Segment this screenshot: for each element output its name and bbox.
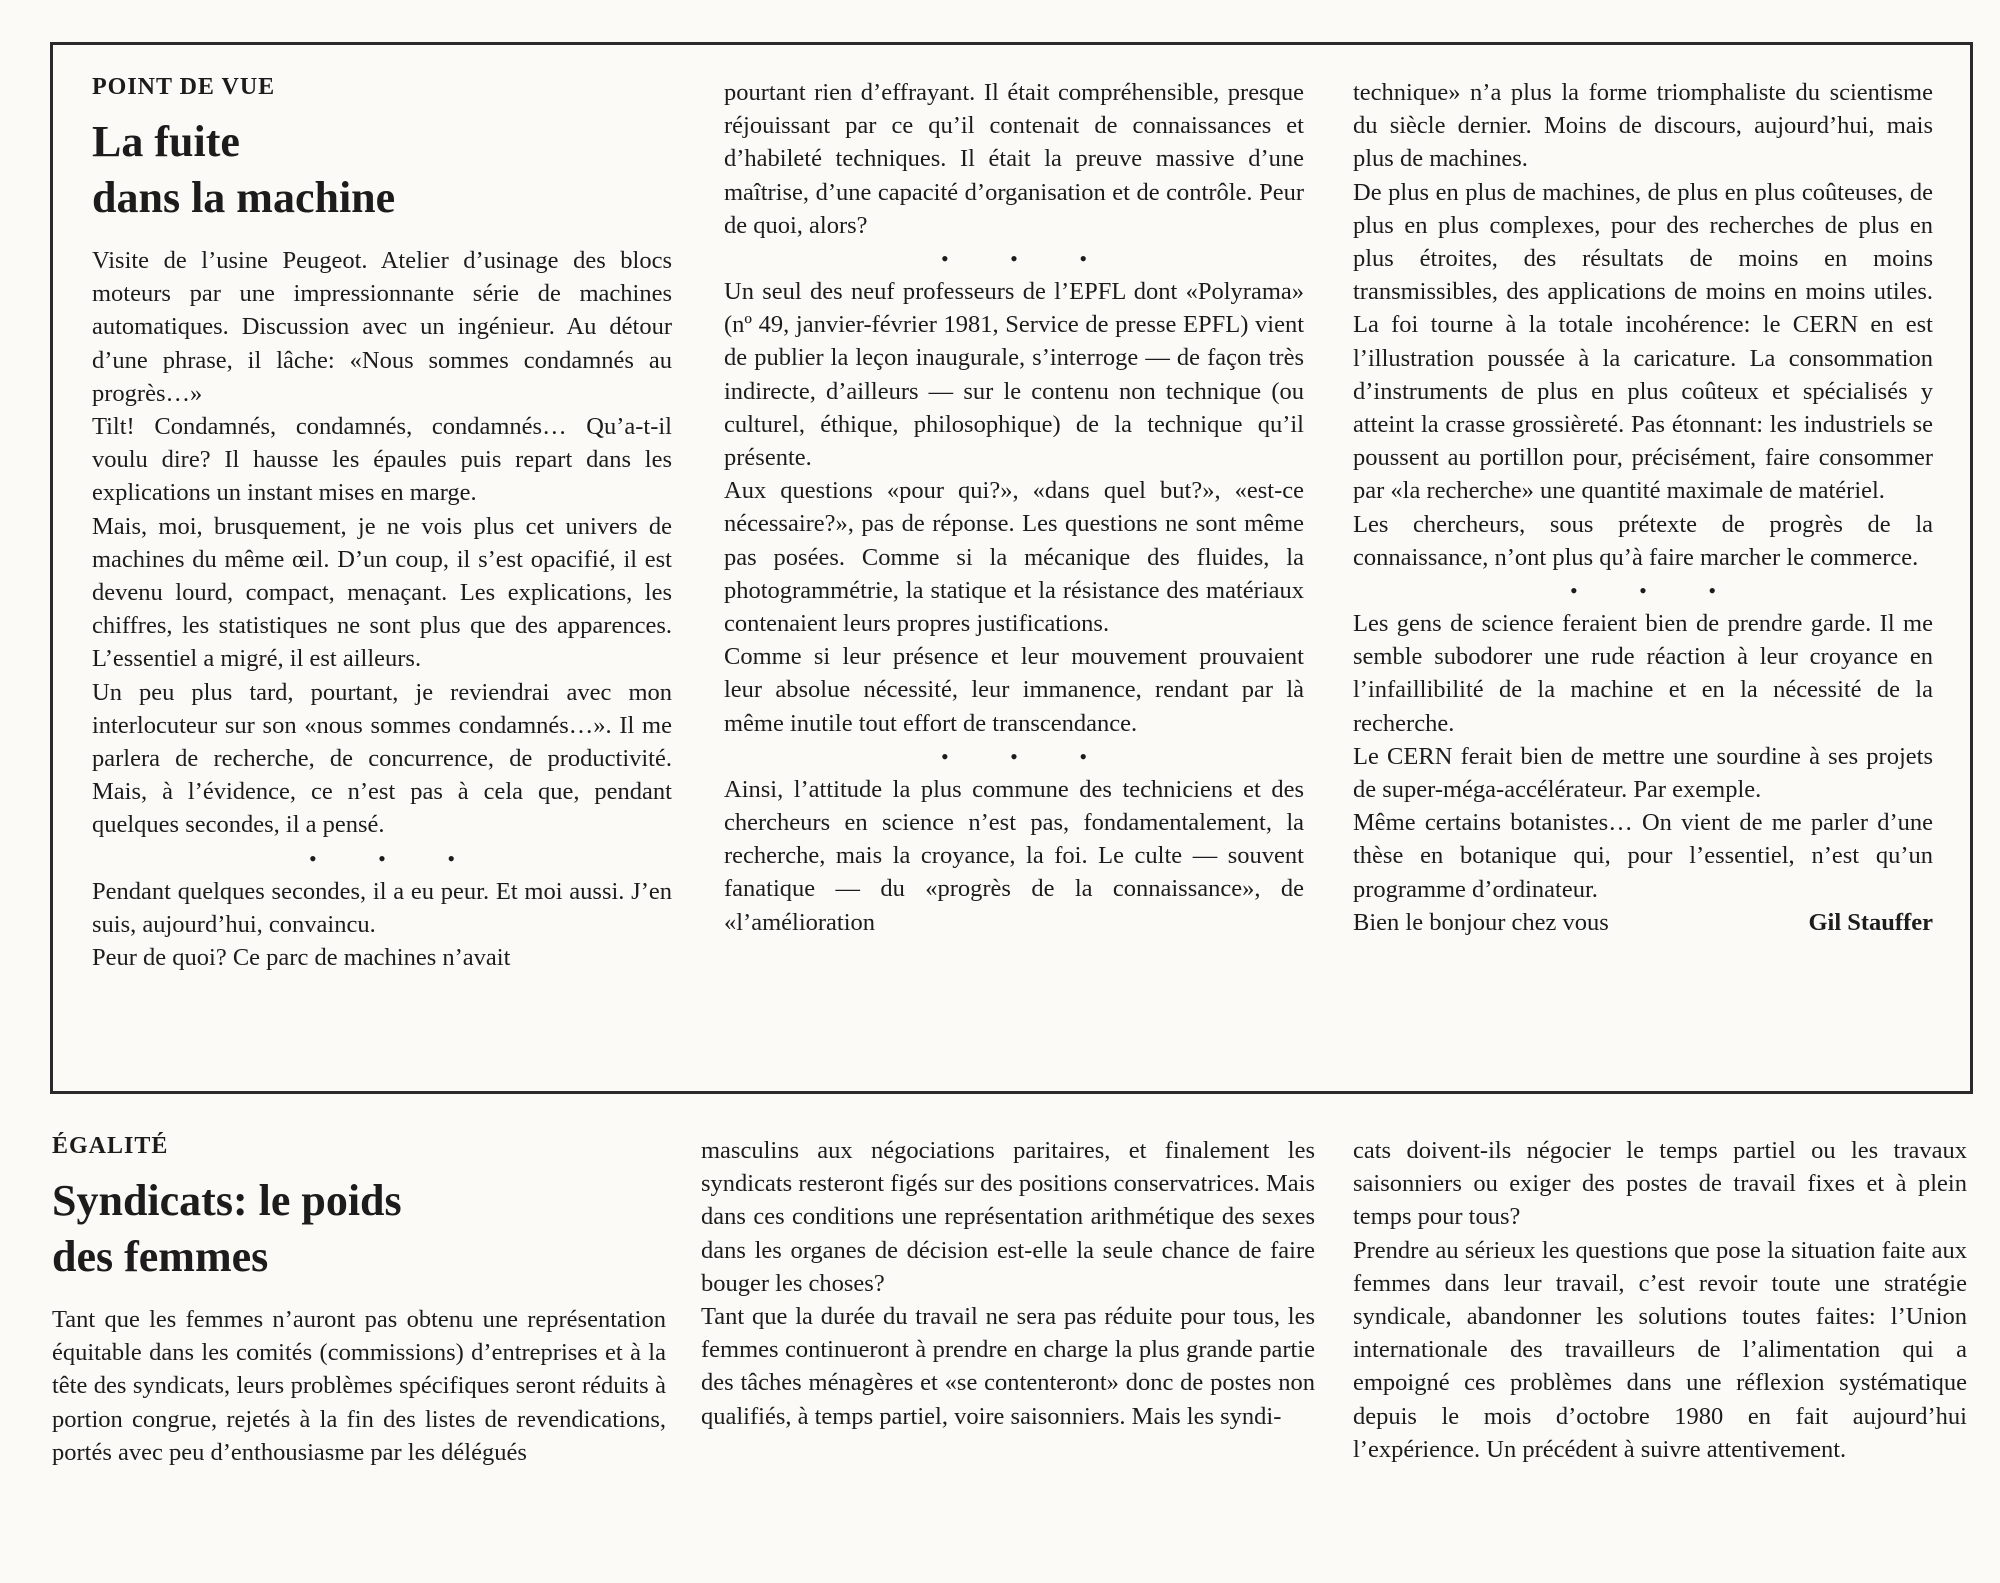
- closing-text: Bien le bonjour chez vous: [1353, 908, 1609, 936]
- paragraph: Les gens de science feraient bien de prendre garde. Il me semble subodorer une rude réaction à leur croyance en l’infaillibilité de la machine et en la nécessité de la recherche.: [1353, 610, 1933, 737]
- article1-headline-line1: La fuite: [92, 117, 240, 166]
- article2-kicker: ÉGALITÉ: [52, 1133, 169, 1159]
- article2-column-1: [52, 1131, 666, 1469]
- paragraph: Tilt! Condamnés, condamnés, condamnés… Qu’a-t-il voulu dire? Il hausse les épaules puis repart dans les explications un instant mises en marge.: [92, 413, 672, 507]
- paragraph: Un peu plus tard, pourtant, je reviendrai avec mon interlocuteur sur son «nous sommes condamnés…». Il me parlera de recherche, de concurrence, de productivité. Mais, à l’évidence, ce n’est pas à cela que, pendant quelques secondes, il a pensé.: [92, 678, 672, 839]
- article2-headline: [52, 1173, 666, 1285]
- article1-column-2: [724, 76, 1304, 939]
- section-separator: • • •: [940, 743, 1116, 769]
- paragraph: Les chercheurs, sous prétexte de progrès de la connaissance, n’ont plus qu’à faire marcher le commerce.: [1353, 510, 1933, 571]
- paragraph: Mais, moi, brusquement, je ne vois plus cet univers de machines du même œil. D’un coup, il s’est opacifié, il est devenu lourd, compact, menaçant. Les explications, les chiffres, les statistiques ne sont plus que des apparences. L’essentiel a migré, il est ailleurs.: [92, 512, 672, 673]
- article1-headline: [92, 114, 672, 226]
- article2-headline-line2: des femmes: [52, 1232, 269, 1281]
- paragraph: Le CERN ferait bien de mettre une sourdine à ses projets de super-méga-accélérateur. Par exemple.: [1353, 742, 1933, 804]
- paragraph: Peur de quoi? Ce parc de machines n’avait: [92, 944, 511, 972]
- article2-headline-line1: Syndicats: le poids: [52, 1176, 402, 1225]
- article1-headline-line2: dans la machine: [92, 173, 396, 222]
- paragraph: Visite de l’usine Peugeot. Atelier d’usinage des blocs moteurs par une impressionnante série de machines automatiques. Discussion avec un ingénieur. Au détour d’une phrase, il lâche: «Nous sommes condamnés au progrès…»: [92, 247, 672, 407]
- article2-column-3: [1353, 1134, 1967, 1466]
- article1-column-3: [1353, 76, 1933, 939]
- section-separator: • • •: [940, 246, 1116, 272]
- article2-column-2: [701, 1134, 1315, 1433]
- paragraph: De plus en plus de machines, de plus en plus coûteuses, de plus en plus complexes, pour des recherches de plus en plus étroites, des résultats de moins en moins transmissibles, des applications de moins en moins utiles. La foi tourne à la totale incohérence: le CERN en est l’illustration poussée à la caricature. La consommation d’instruments de plus en plus coûteux et spécialisés y atteint la crasse grossièreté. Pas étonnant: les industriels se poussent au portillon pour, précisément, faire consommer par «la recherche» une quantité maximale de matériel.: [1353, 178, 1933, 505]
- paragraph: Comme si leur présence et leur mouvement prouvaient leur absolue nécessité, leur immanence, rendant par là même inutile tout effort de transcendance.: [724, 643, 1304, 737]
- paragraph: Tant que les femmes n’auront pas obtenu une représentation équitable dans les comités (commissions) d’entreprises et à la tête des syndicats, leurs problèmes spécifiques seront réduits à portion congrue, rejetés à la fin des listes de revendications, portés avec peu d’enthousiasme par les délégués: [52, 1306, 666, 1466]
- paragraph: Aux questions «pour qui?», «dans quel but?», «est-ce nécessaire?», pas de réponse. Les questions ne sont même pas posées. Comme si la mécanique des fluides, la photogrammétrie, la statique et la résistance des matériaux contenaient leurs propres justifications.: [724, 477, 1304, 638]
- article1-kicker: POINT DE VUE: [92, 74, 276, 100]
- paragraph: masculins aux négociations paritaires, et finalement les syndicats resteront figés sur des positions conservatrices. Mais dans ces conditions une représentation arithmétique des sexes dans les organes de décision est-elle la seule chance de faire bouger les choses?: [701, 1137, 1315, 1297]
- paragraph: Un seul des neuf professeurs de l’EPFL dont «Polyrama» (nº 49, janvier-février 1981, Service de presse EPFL) vient de publier la leçon inaugurale, s’interroge — de façon très indirecte, d’ailleurs — sur le contenu non technique (ou culturel, éthique, philosophique) de la technique qu’il présente.: [724, 278, 1304, 472]
- paragraph: Prendre au sérieux les questions que pose la situation faite aux femmes dans leur travail, c’est revoir toute une stratégie syndicale, abandonner les solutions toutes faites: l’Union internationale des travailleurs de l’alimentation qui a empoigné ces problèmes dans une réflexion systématique depuis le mois d’octobre 1980 en fait aujourd’hui l’expérience. Un précédent à suivre attentivement.: [1353, 1236, 1967, 1463]
- paragraph: Même certains botanistes… On vient de me parler d’une thèse en botanique qui, pour l’essentiel, n’est qu’un programme d’ordinateur.: [1353, 809, 1933, 903]
- author-signature: Gil Stauffer: [1808, 908, 1933, 936]
- closing-line: [1353, 906, 1933, 939]
- paragraph: technique» n’a plus la forme triomphaliste du scientisme du siècle dernier. Moins de discours, aujourd’hui, mais plus de machines.: [1353, 79, 1933, 173]
- paragraph: Pendant quelques secondes, il a eu peur. Et moi aussi. J’en suis, aujourd’hui, convaincu.: [92, 877, 672, 938]
- paragraph: pourtant rien d’effrayant. Il était compréhensible, presque réjouissant par ce qu’il contenait de connaissances et d’habileté techniques. Il était la preuve massive d’une maîtrise, d’une capacité d’organisation et de contrôle. Peur de quoi, alors?: [724, 79, 1304, 239]
- paragraph: Ainsi, l’attitude la plus commune des techniciens et des chercheurs en science n’est pas, fondamentalement, la recherche, mais la croyance, la foi. Le culte — souvent fanatique — du «progrès de la connaissance», de «l’amélioration: [724, 775, 1304, 936]
- section-separator: • • •: [308, 845, 484, 871]
- paragraph: cats doivent-ils négocier le temps partiel ou les travaux saisonniers ou exiger des postes de travail fixes et à plein temps pour tous?: [1353, 1137, 1967, 1231]
- paragraph: Tant que la durée du travail ne sera pas réduite pour tous, les femmes continueront à prendre en charge la plus grande partie des tâches ménagères et «se contenteront» donc de postes non qualifiés, à temps partiel, voire saisonniers. Mais les syndi-: [701, 1303, 1315, 1430]
- section-separator: • • •: [1569, 578, 1745, 604]
- article1-column-1: [92, 72, 672, 974]
